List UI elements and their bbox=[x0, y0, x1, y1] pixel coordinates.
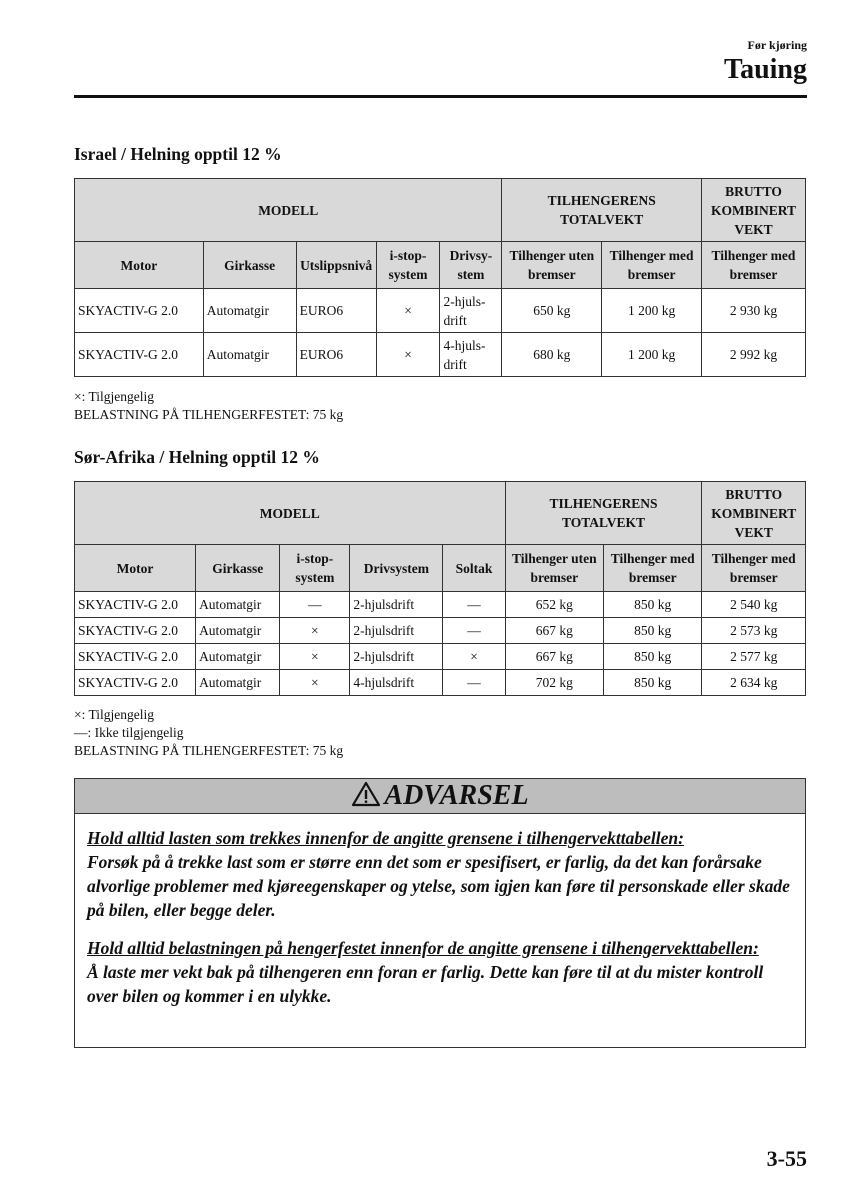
table-cell: Automatgir bbox=[203, 333, 296, 377]
table-cell: — bbox=[443, 592, 505, 618]
note-line: ×: Tilgjengelig bbox=[74, 707, 155, 722]
table-cell: SKYACTIV-G 2.0 bbox=[75, 618, 196, 644]
table-cell: EURO6 bbox=[296, 289, 376, 333]
table1-group-model: MODELL bbox=[75, 179, 502, 242]
warning-paragraph-heading: Hold alltid lasten som trekkes innenfor de angitte grensene i tilhengervekttabellen: bbox=[87, 828, 684, 848]
table2-col-header: Tilhenger med bremser bbox=[604, 545, 702, 592]
page-title: Tauing bbox=[723, 54, 807, 85]
warning-title: ADVARSEL bbox=[384, 780, 529, 811]
table-cell: × bbox=[280, 644, 350, 670]
table-cell: Automatgir bbox=[203, 289, 296, 333]
warning-triangle-icon bbox=[351, 781, 381, 812]
warning-paragraph-text: Forsøk på å trekke last som er større enn det som er spesifisert, er farlig, da det kan forårsake alvorlige problemer med kjøreegenskaper og ytelse, som igjen kan føre til personskade eller skade på bilen, eller begge deler. bbox=[87, 852, 790, 920]
table-cell: 2 930 kg bbox=[702, 289, 806, 333]
table-cell: 4-hjuls-drift bbox=[440, 333, 502, 377]
table-cell: 2 634 kg bbox=[702, 670, 806, 696]
header-section-label: Før kjøring bbox=[747, 38, 807, 52]
note-line: BELASTNING PÅ TILHENGERFESTET: 75 kg bbox=[74, 743, 344, 758]
table-row bbox=[75, 618, 806, 644]
table1-col-header: Girkasse bbox=[203, 242, 296, 289]
table-cell: Automatgir bbox=[196, 592, 280, 618]
table-cell: SKYACTIV-G 2.0 bbox=[75, 592, 196, 618]
warning-paragraph bbox=[87, 936, 793, 1008]
table1-col-header: Drivsy-stem bbox=[440, 242, 502, 289]
table2-group-model: MODELL bbox=[75, 482, 506, 545]
table2-col-header: Tilhenger uten bremser bbox=[505, 545, 603, 592]
table-row bbox=[75, 670, 806, 696]
table-cell: × bbox=[280, 618, 350, 644]
table1-group-trailer: TILHENGERENS TOTALVEKT bbox=[502, 179, 702, 242]
table2 bbox=[74, 481, 806, 696]
table2-col-header: Girkasse bbox=[196, 545, 280, 592]
table-cell: × bbox=[280, 670, 350, 696]
table-cell: 702 kg bbox=[505, 670, 603, 696]
table-cell: 1 200 kg bbox=[602, 289, 702, 333]
table-cell: SKYACTIV-G 2.0 bbox=[75, 333, 204, 377]
table-cell: × bbox=[443, 644, 505, 670]
table-cell: Automatgir bbox=[196, 670, 280, 696]
table1-notes bbox=[74, 388, 343, 424]
table2-col-header: Drivsystem bbox=[350, 545, 443, 592]
warning-box bbox=[74, 778, 806, 1048]
table-cell: 652 kg bbox=[505, 592, 603, 618]
table1-col-header: i-stop-system bbox=[376, 242, 440, 289]
table2-group-gross: BRUTTO KOMBINERT VEKT bbox=[702, 482, 806, 545]
table-cell: 667 kg bbox=[505, 618, 603, 644]
table2-col-header: Motor bbox=[75, 545, 196, 592]
warning-body bbox=[75, 814, 805, 1008]
warning-paragraph-text: Å laste mer vekt bak på tilhengeren enn foran er farlig. Dette kan føre til at du mister kontroll over bilen og kommer i en ulykke. bbox=[87, 962, 764, 1006]
table-row bbox=[75, 333, 806, 377]
table-cell: 850 kg bbox=[604, 644, 702, 670]
table-cell: — bbox=[443, 618, 505, 644]
warning-header bbox=[75, 779, 805, 814]
table2-notes bbox=[74, 706, 343, 760]
page-number: 3-55 bbox=[766, 1146, 807, 1171]
table1-group-gross: BRUTTO KOMBINERT VEKT bbox=[702, 179, 806, 242]
table-row bbox=[75, 592, 806, 618]
table-cell: 2 573 kg bbox=[702, 618, 806, 644]
table-cell: 850 kg bbox=[604, 670, 702, 696]
table2-heading: Sør-Afrika / Helning opptil 12 % bbox=[74, 447, 320, 467]
table-cell: — bbox=[443, 670, 505, 696]
table-cell: 680 kg bbox=[502, 333, 602, 377]
table-cell: 2 540 kg bbox=[702, 592, 806, 618]
warning-paragraph-heading: Hold alltid belastningen på hengerfestet innenfor de angitte grensene i tilhengervekttabellen: bbox=[87, 938, 759, 958]
table1-col-header: Tilhenger uten bremser bbox=[502, 242, 602, 289]
table-cell: 667 kg bbox=[505, 644, 603, 670]
table-cell: × bbox=[376, 333, 440, 377]
note-line: ×: Tilgjengelig bbox=[74, 389, 155, 404]
table2-col-header: i-stop-system bbox=[280, 545, 350, 592]
table-cell: EURO6 bbox=[296, 333, 376, 377]
table-cell: 2 992 kg bbox=[702, 333, 806, 377]
note-line: —: Ikke tilgjengelig bbox=[74, 725, 184, 740]
table2-col-header: Tilhenger med bremser bbox=[702, 545, 806, 592]
table2-group-trailer: TILHENGERENS TOTALVEKT bbox=[505, 482, 702, 545]
table1 bbox=[74, 178, 806, 377]
note-line: BELASTNING PÅ TILHENGERFESTET: 75 kg bbox=[74, 407, 344, 422]
table-cell: 850 kg bbox=[604, 618, 702, 644]
table-cell: SKYACTIV-G 2.0 bbox=[75, 644, 196, 670]
table-cell: — bbox=[280, 592, 350, 618]
table-cell: Automatgir bbox=[196, 618, 280, 644]
table1-col-header: Motor bbox=[75, 242, 204, 289]
header-rule bbox=[74, 95, 807, 98]
table1-col-header: Tilhenger med bremser bbox=[602, 242, 702, 289]
table-row bbox=[75, 644, 806, 670]
table-cell: 2-hjulsdrift bbox=[350, 592, 443, 618]
table-row bbox=[75, 289, 806, 333]
table-cell: 2-hjuls-drift bbox=[440, 289, 502, 333]
table-cell: 650 kg bbox=[502, 289, 602, 333]
table-cell: SKYACTIV-G 2.0 bbox=[75, 670, 196, 696]
table1-col-header: Utslippsnivå bbox=[296, 242, 376, 289]
table-cell: Automatgir bbox=[196, 644, 280, 670]
table-cell: 2-hjulsdrift bbox=[350, 644, 443, 670]
table-cell: 1 200 kg bbox=[602, 333, 702, 377]
table-cell: 4-hjulsdrift bbox=[350, 670, 443, 696]
table1-heading: Israel / Helning opptil 12 % bbox=[74, 144, 282, 164]
warning-paragraph bbox=[87, 826, 793, 922]
table-cell: 850 kg bbox=[604, 592, 702, 618]
table-cell: 2-hjulsdrift bbox=[350, 618, 443, 644]
table2-col-header: Soltak bbox=[443, 545, 505, 592]
table-cell: SKYACTIV-G 2.0 bbox=[75, 289, 204, 333]
table-cell: × bbox=[376, 289, 440, 333]
table-cell: 2 577 kg bbox=[702, 644, 806, 670]
table1-col-header: Tilhenger med bremser bbox=[702, 242, 806, 289]
